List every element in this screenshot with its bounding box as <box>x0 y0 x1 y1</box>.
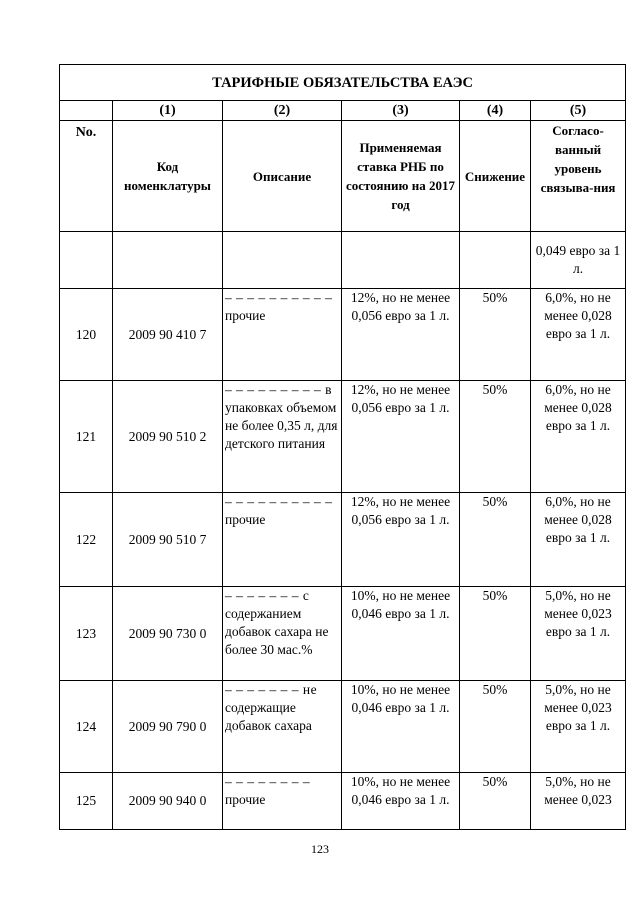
column-number-row <box>60 101 626 121</box>
row-no: 122 <box>60 493 113 587</box>
desc-dashes: – – – – – – – – <box>225 774 311 789</box>
page-number: 123 <box>311 842 329 856</box>
empty-cell <box>342 232 460 289</box>
desc-dashes: – – – – – – – с <box>225 588 310 603</box>
continuation-row <box>60 232 626 289</box>
row-code: 2009 90 730 0 <box>113 587 223 681</box>
row-description <box>223 381 342 493</box>
row-code: 2009 90 790 0 <box>113 681 223 773</box>
empty-cell <box>223 232 342 289</box>
row-applied-rate: 12%, но не менее 0,056 евро за 1 л. <box>342 493 460 587</box>
row-code: 2009 90 940 0 <box>113 773 223 830</box>
tariff-table <box>59 64 626 830</box>
row-reduction: 50% <box>460 681 531 773</box>
row-applied-rate: 12%, но не менее 0,056 евро за 1 л. <box>342 289 460 381</box>
row-no: 121 <box>60 381 113 493</box>
row-bound-rate: 5,0%, но не менее 0,023 евро за 1 л. <box>531 587 626 681</box>
header-reduction: Снижение <box>460 121 531 232</box>
row-applied-rate: 12%, но не менее 0,056 евро за 1 л. <box>342 381 460 493</box>
row-code: 2009 90 510 2 <box>113 381 223 493</box>
row-reduction: 50% <box>460 289 531 381</box>
row-reduction: 50% <box>460 773 531 830</box>
desc-text: содержащие добавок сахара <box>225 700 312 733</box>
row-description <box>223 493 342 587</box>
row-bound-rate: 6,0%, но не менее 0,028 евро за 1 л. <box>531 289 626 381</box>
header-description: Описание <box>223 121 342 232</box>
row-code: 2009 90 410 7 <box>113 289 223 381</box>
row-reduction: 50% <box>460 587 531 681</box>
desc-text: содержанием добавок сахара не более 30 мас.% <box>225 606 329 657</box>
row-no: 124 <box>60 681 113 773</box>
row-description <box>223 587 342 681</box>
column-number: (1) <box>113 101 223 121</box>
header-no: No. <box>60 121 113 232</box>
row-applied-rate: 10%, но не менее 0,046 евро за 1 л. <box>342 773 460 830</box>
column-number: (2) <box>223 101 342 121</box>
desc-dashes: – – – – – – – – – в <box>225 382 332 397</box>
table-row <box>60 773 626 830</box>
blank-header-cell <box>60 101 113 121</box>
row-bound-rate: 5,0%, но не менее 0,023 евро за 1 л. <box>531 681 626 773</box>
empty-cell <box>460 232 531 289</box>
row-no: 120 <box>60 289 113 381</box>
desc-text: упаковках объемом не более 0,35 л, для детского питания <box>225 400 338 451</box>
table-row <box>60 681 626 773</box>
table-row <box>60 289 626 381</box>
desc-text: прочие <box>225 792 266 807</box>
row-reduction: 50% <box>460 493 531 587</box>
table-row <box>60 381 626 493</box>
continuation-bound-cell: 0,049 евро за 1 л. <box>531 232 626 289</box>
table-row <box>60 493 626 587</box>
row-description <box>223 681 342 773</box>
row-description <box>223 289 342 381</box>
row-bound-rate: 6,0%, но не менее 0,028 евро за 1 л. <box>531 493 626 587</box>
row-description <box>223 773 342 830</box>
row-bound-rate: 6,0%, но не менее 0,028 евро за 1 л. <box>531 381 626 493</box>
header-applied-rate: Применяемая ставка РНБ по состоянию на 2017 год <box>342 121 460 232</box>
column-number: (5) <box>531 101 626 121</box>
header-row <box>60 121 626 232</box>
header-bound-rate: Согласо-ванный уровень связыва-ния <box>531 121 626 232</box>
row-no: 125 <box>60 773 113 830</box>
row-bound-rate: 5,0%, но не менее 0,023 <box>531 773 626 830</box>
row-applied-rate: 10%, но не менее 0,046 евро за 1 л. <box>342 587 460 681</box>
table-row <box>60 587 626 681</box>
row-applied-rate: 10%, но не менее 0,046 евро за 1 л. <box>342 681 460 773</box>
desc-text: прочие <box>225 512 266 527</box>
row-reduction: 50% <box>460 381 531 493</box>
desc-dashes: – – – – – – – не <box>225 682 318 697</box>
column-number: (4) <box>460 101 531 121</box>
column-number: (3) <box>342 101 460 121</box>
header-code: Код номенклатуры <box>113 121 223 232</box>
desc-dashes: – – – – – – – – – – <box>225 290 333 305</box>
empty-cell <box>60 232 113 289</box>
row-no: 123 <box>60 587 113 681</box>
row-code: 2009 90 510 7 <box>113 493 223 587</box>
desc-text: прочие <box>225 308 266 323</box>
table-title: ТАРИФНЫЕ ОБЯЗАТЕЛЬСТВА ЕАЭС <box>60 65 626 101</box>
desc-dashes: – – – – – – – – – – <box>225 494 333 509</box>
empty-cell <box>113 232 223 289</box>
